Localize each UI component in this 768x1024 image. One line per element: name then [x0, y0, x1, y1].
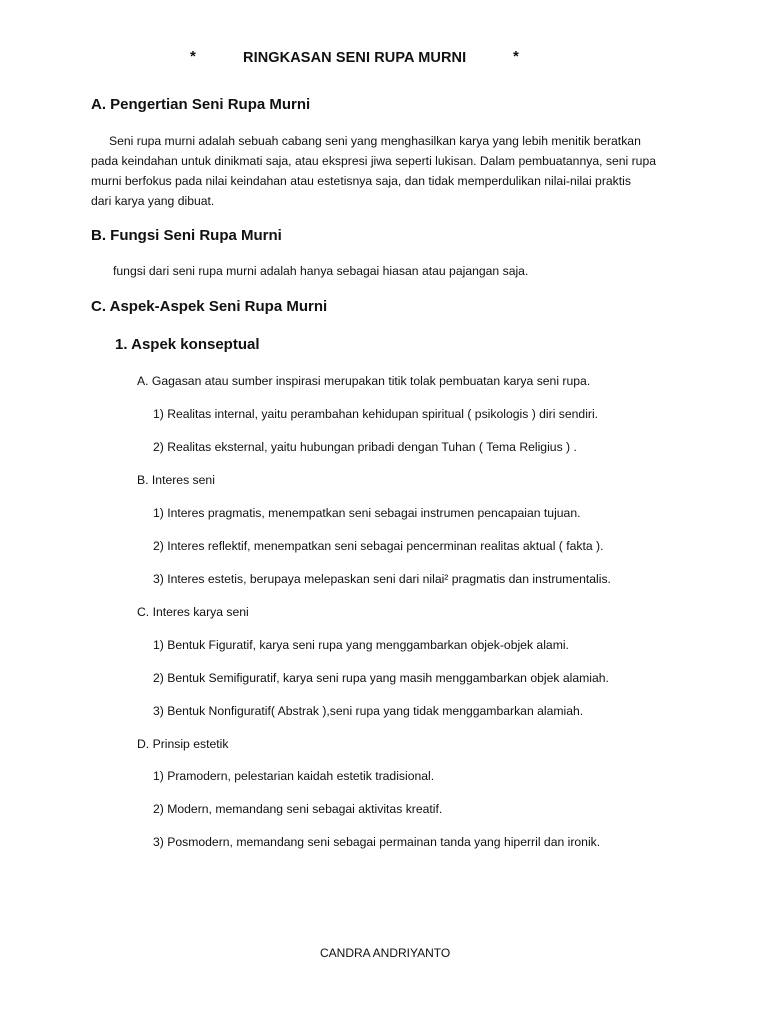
- group-c-item-1: 1) Bentuk Figuratif, karya seni rupa yang menggambarkan objek-objek alami.: [153, 638, 569, 652]
- group-d-item-1: 1) Pramodern, pelestarian kaidah estetik tradisional.: [153, 769, 435, 783]
- title-star-left: *: [190, 48, 196, 65]
- group-c-label: C. Interes karya seni: [137, 605, 249, 619]
- section-b-text: fungsi dari seni rupa murni adalah hanya sebagai hiasan atau pajangan saja.: [113, 264, 529, 278]
- section-a-line-1: Seni rupa murni adalah sebuah cabang seni yang menghasilkan karya yang lebih menitik beratkan: [109, 134, 641, 148]
- group-d-item-3: 3) Posmodern, memandang seni sebagai permainan tanda yang hiperril dan ironik.: [153, 835, 601, 849]
- group-b-item-1: 1) Interes pragmatis, menempatkan seni sebagai instrumen pencapaian tujuan.: [153, 506, 581, 520]
- section-c-subheading: 1. Aspek konseptual: [115, 336, 260, 353]
- section-a-heading: A. Pengertian Seni Rupa Murni: [91, 96, 311, 113]
- title-star-right: *: [513, 48, 519, 65]
- group-a-label: A. Gagasan atau sumber inspirasi merupakan titik tolak pembuatan karya seni rupa.: [137, 374, 591, 388]
- group-b-label: B. Interes seni: [137, 473, 215, 487]
- group-c-item-2: 2) Bentuk Semifiguratif, karya seni rupa yang masih menggambarkan objek alamiah.: [153, 671, 609, 685]
- section-a-line-2: pada keindahan untuk dinikmati saja, atau ekspresi jiwa seperti lukisan. Dalam pembuatannya, seni rupa: [91, 154, 657, 168]
- section-a-line-4: dari karya yang dibuat.: [91, 194, 215, 208]
- group-d-label: D. Prinsip estetik: [137, 737, 229, 751]
- section-a-paragraph: [91, 131, 671, 211]
- group-b-item-3: 3) Interes estetis, berupaya melepaskan seni dari nilai² pragmatis dan instrumentalis.: [153, 572, 611, 586]
- page-title: RINGKASAN SENI RUPA MURNI: [243, 50, 467, 66]
- group-c-item-3: 3) Bentuk Nonfiguratif( Abstrak ),seni rupa yang tidak menggambarkan alamiah.: [153, 704, 584, 718]
- group-a-item-1: 1) Realitas internal, yaitu perambahan kehidupan spiritual ( psikologis ) diri sendiri.: [153, 407, 599, 421]
- group-d-item-2: 2) Modern, memandang seni sebagai aktivitas kreatif.: [153, 802, 443, 816]
- section-b-heading: B. Fungsi Seni Rupa Murni: [91, 227, 282, 244]
- group-b-item-2: 2) Interes reflektif, menempatkan seni sebagai pencerminan realitas aktual ( fakta ).: [153, 539, 604, 553]
- section-a-line-3: murni berfokus pada nilai keindahan atau estetisnya saja, dan tidak memperdulikan nilai-nilai praktis: [91, 174, 631, 188]
- section-c-heading: C. Aspek-Aspek Seni Rupa Murni: [91, 298, 328, 315]
- group-a-item-2: 2) Realitas eksternal, yaitu hubungan pribadi dengan Tuhan ( Tema Religius ) .: [153, 440, 577, 454]
- footer-author: CANDRA ANDRIYANTO: [320, 946, 451, 960]
